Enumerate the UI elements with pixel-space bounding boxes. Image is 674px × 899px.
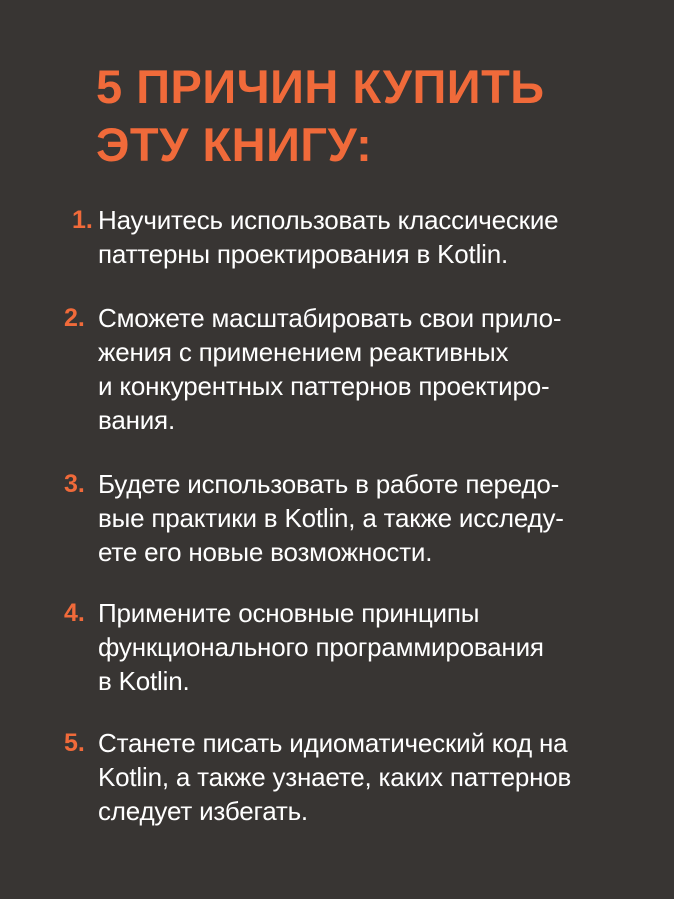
- reason-text: [98, 203, 658, 271]
- reason-line: паттерны проектирования в Kotlin.: [98, 239, 509, 269]
- reason-line: Будете использовать в работе передо-: [98, 469, 560, 499]
- reason-line: Примените основные принципы: [98, 598, 480, 628]
- reason-line: следует избегать.: [98, 796, 308, 826]
- reason-line: Сможете масштабировать свои прило-: [98, 303, 562, 333]
- reason-line: Научитесь использовать классические: [98, 205, 559, 235]
- reason-line: и конкурентных паттернов проектиро-: [98, 371, 550, 401]
- reason-line: ете его новые возможности.: [98, 537, 433, 567]
- reason-line: Станете писать идиоматический код на: [98, 728, 568, 758]
- reason-text: [98, 726, 658, 828]
- reason-line: Kotlin, а также узнаете, каких паттернов: [98, 762, 572, 792]
- title-line-1: 5 ПРИЧИН КУПИТЬ: [96, 60, 545, 113]
- reason-text: [98, 467, 658, 569]
- reason-line: вые практики в Kotlin, а также исследу-: [98, 503, 564, 533]
- title-line-2: ЭТУ КНИГУ:: [96, 118, 373, 171]
- reason-line: в Kotlin.: [98, 666, 190, 696]
- reason-number: 4.: [64, 599, 85, 627]
- reason-number: 2.: [64, 304, 85, 332]
- reason-line: вания.: [98, 405, 175, 435]
- reason-line: функционального программирования: [98, 632, 544, 662]
- reason-line: жения с применением реактивных: [98, 337, 509, 367]
- reason-number: 3.: [64, 470, 85, 498]
- reason-text: [98, 301, 658, 437]
- reason-text: [98, 596, 658, 698]
- page-title: [96, 58, 545, 174]
- reason-number: 5.: [64, 729, 85, 757]
- reason-number: 1.: [72, 206, 93, 234]
